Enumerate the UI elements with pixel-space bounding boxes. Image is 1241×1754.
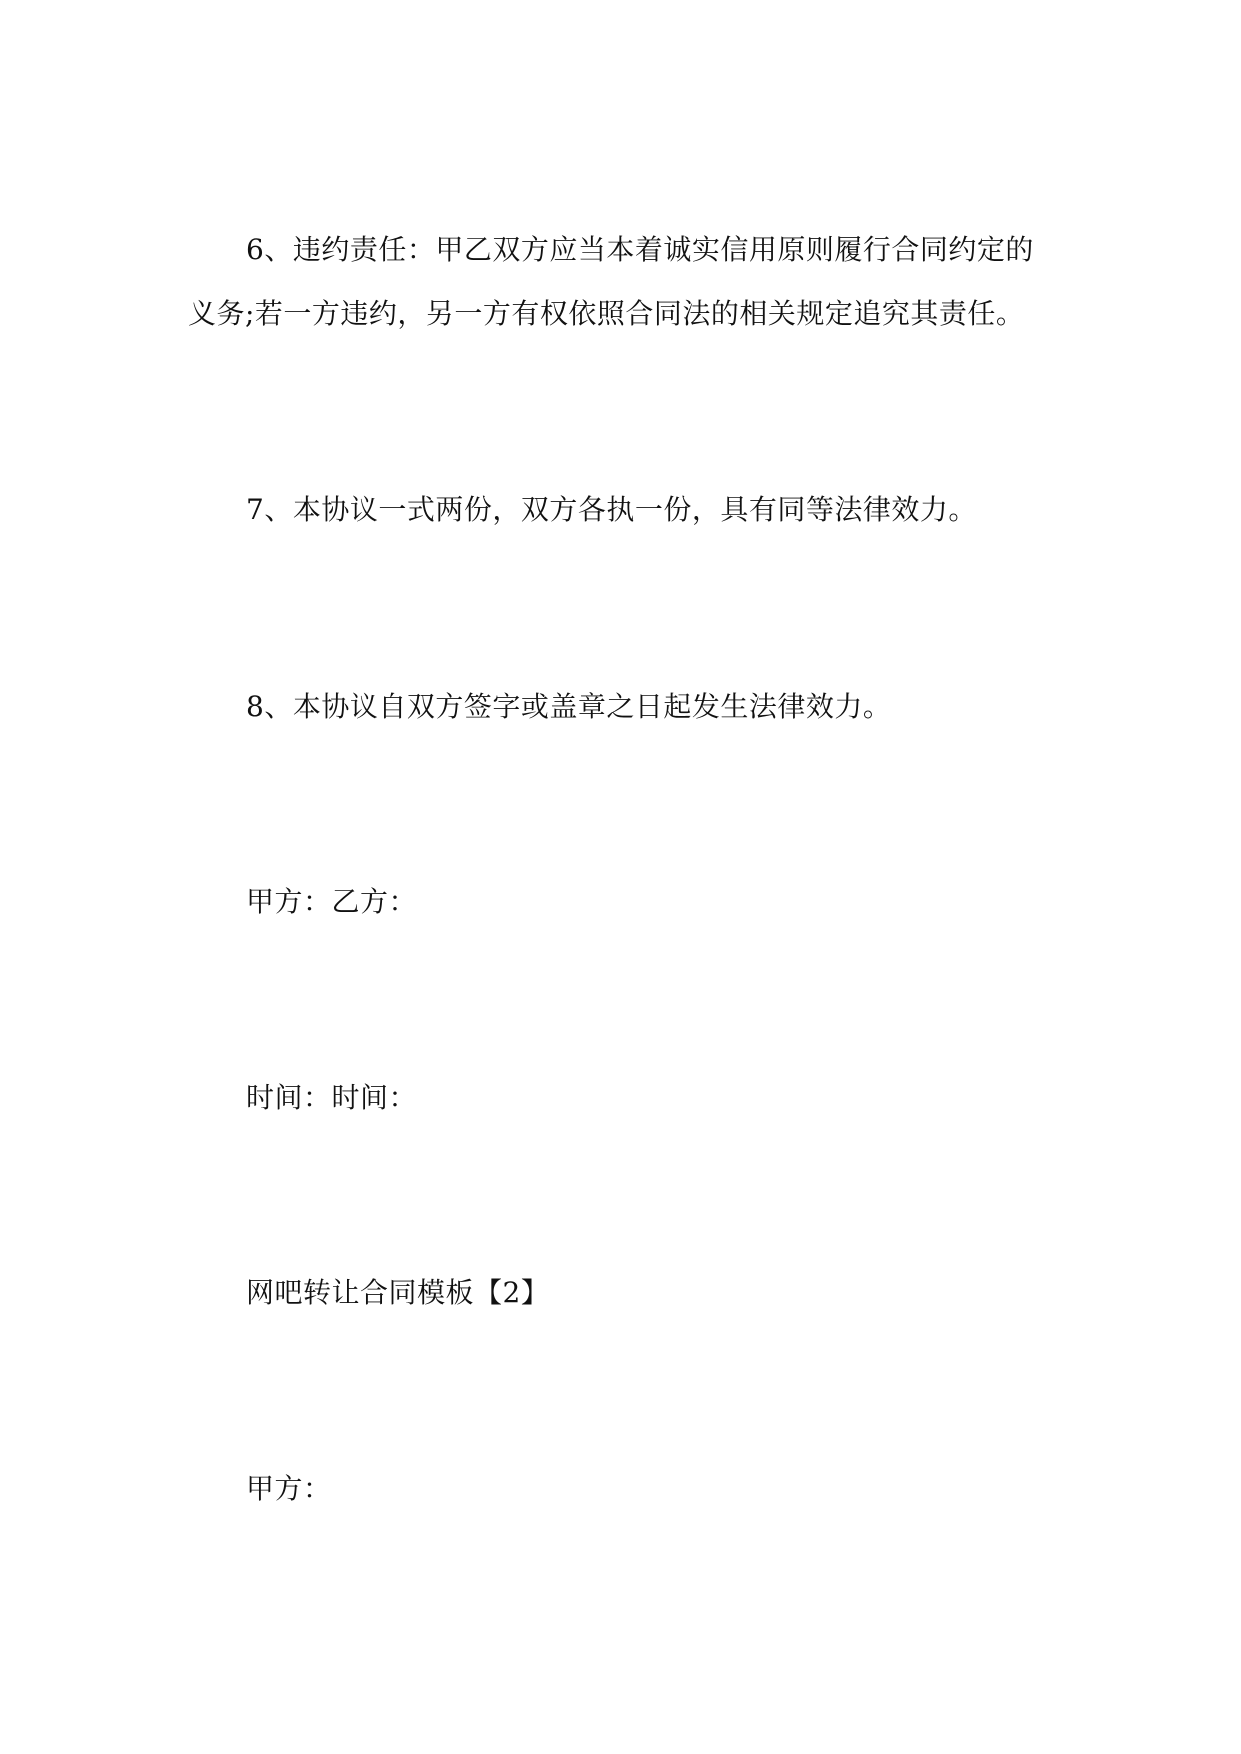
section-title: 网吧转让合同模板【2】 [246, 1276, 550, 1309]
time-signature-line: 时间：时间： [246, 1081, 418, 1114]
parties-signature-line: 甲方：乙方： [246, 885, 418, 918]
clause-8: 8、本协议自双方签字或盖章之日起发生法律效力。 [246, 690, 892, 723]
clause-7: 7、本协议一式两份，双方各执一份，具有同等法律效力。 [246, 493, 977, 526]
party-a-line: 甲方： [246, 1472, 332, 1505]
clause-6-line-2: 义务;若一方违约，另一方有权依照合同法的相关规定追究其责任。 [188, 297, 1025, 330]
clause-6-line-1: 6、违约责任：甲乙双方应当本着诚实信用原则履行合同约定的 [246, 233, 1034, 266]
